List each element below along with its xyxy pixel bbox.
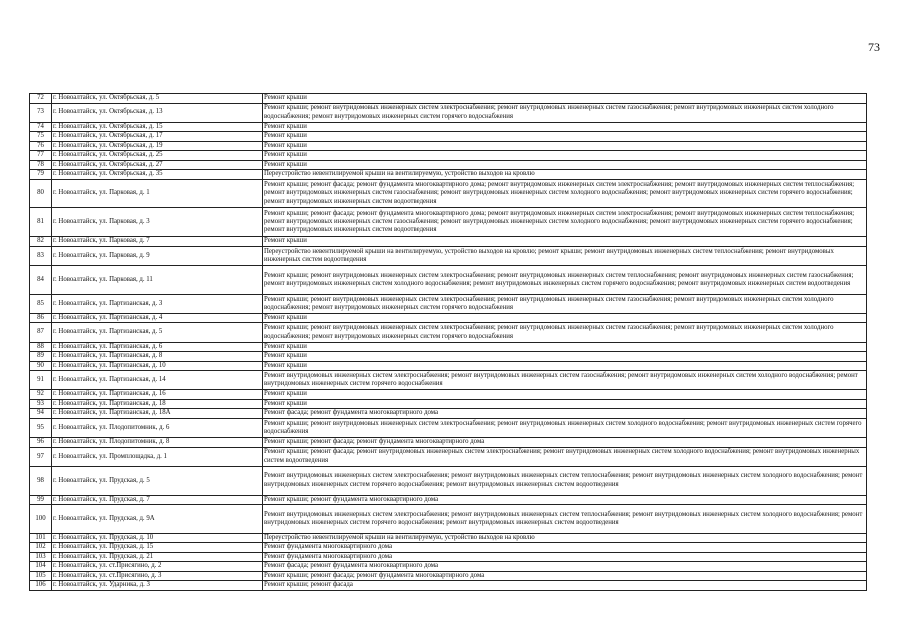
row-number: 82 [30,237,52,247]
row-number: 75 [30,132,52,142]
row-works: Ремонт фундамента многоквартирного дома [263,552,867,562]
row-number: 98 [30,466,52,495]
row-address: г. Новоалтайск, ул. Октябрьская, д. 25 [52,151,263,161]
row-number: 84 [30,265,52,294]
table-row [30,409,867,419]
row-number: 100 [30,505,52,534]
row-number: 73 [30,103,52,122]
table-row [30,141,867,151]
row-number: 94 [30,409,52,419]
row-address: г. Новоалтайск, ул. Прудская, д. 15 [52,543,263,553]
table-row [30,418,867,437]
row-works: Ремонт крыши [263,237,867,247]
row-address: г. Новоалтайск, ул. ст.Присягино, д. 3 [52,571,263,581]
table-row [30,438,867,448]
row-address: г. Новоалтайск, ул. Октябрьская, д. 27 [52,160,263,170]
row-address: г. Новоалтайск, ул. Плодопитомник, д. 6 [52,418,263,437]
row-works: Ремонт крыши; ремонт внутридомовых инженерных систем электроснабжения; ремонт внутридомовых инженерных систем теплоснабжения; ремонт внутридомовых инженерных систем газоснабжения; ремонт внутридомовых инженерных систем холодного водоснабжения; ремонт внутридомовых инженерных систем горячего водоснабжения; ремонт внутридомовых инженерных систем водоотведения [263,265,867,294]
row-works: Ремонт фундамента многоквартирного дома [263,543,867,553]
row-number: 86 [30,313,52,323]
row-works: Переустройство невентилируемой крыши на вентилируемую, устройство выходов на кровлю [263,533,867,543]
row-number: 104 [30,562,52,572]
row-number: 91 [30,371,52,390]
row-number: 76 [30,141,52,151]
row-number: 77 [30,151,52,161]
row-address: г. Новоалтайск, ул. Прудская, д. 9А [52,505,263,534]
table-row [30,103,867,122]
row-address: г. Новоалтайск, ул. Октябрьская, д. 17 [52,132,263,142]
table-row [30,342,867,352]
row-number: 88 [30,342,52,352]
table-body [30,94,867,591]
table-row [30,447,867,466]
row-number: 99 [30,495,52,505]
table-row [30,571,867,581]
row-number: 103 [30,552,52,562]
table-row [30,294,867,313]
row-works: Ремонт крыши; ремонт фасада; ремонт внутридомовых инженерных систем электроснабжения; ремонт внутридомовых инженерных систем холодного водоснабжения; ремонт внутридомовых инженерных систем водоотведения [263,447,867,466]
table-row [30,352,867,362]
row-works: Ремонт крыши; ремонт внутридомовых инженерных систем электроснабжения; ремонт внутридомовых инженерных систем холодного водоснабжения; ремонт внутридомовых инженерных систем горячего водоснабжения [263,418,867,437]
row-works: Ремонт крыши [263,141,867,151]
table-row [30,132,867,142]
table-row [30,265,867,294]
row-address: г. Новоалтайск, ул. Парковая, д. 7 [52,237,263,247]
row-works: Ремонт крыши; ремонт фасада; ремонт фундамента многоквартирного дома [263,438,867,448]
row-address: г. Новоалтайск, ул. Прудская, д. 5 [52,466,263,495]
row-number: 79 [30,170,52,180]
row-number: 97 [30,447,52,466]
row-works: Ремонт крыши; ремонт фундамента многоквартирного дома [263,495,867,505]
row-works: Переустройство невентилируемой крыши на вентилируемую, устройство выходов на кровлю [263,170,867,180]
table-row [30,466,867,495]
row-number: 95 [30,418,52,437]
row-works: Ремонт крыши; ремонт фасада; ремонт фундамента многоквартирного дома; ремонт внутридомовых инженерных систем электроснабжения; ремонт внутридомовых инженерных систем теплоснабжения; ремонт внутридомовых инженерных систем газоснабжения; ремонт внутридомовых инженерных систем холодного водоснабжения; ремонт внутридомовых инженерных систем горячего водоснабжения; ремонт внутридомовых инженерных систем водоотведения [263,208,867,237]
row-number: 83 [30,246,52,265]
table-row [30,179,867,208]
table-row [30,94,867,104]
table-row [30,543,867,553]
row-works: Ремонт крыши; ремонт фасада [263,581,867,591]
row-number: 78 [30,160,52,170]
row-address: г. Новоалтайск, ул. Парковая, д. 3 [52,208,263,237]
table-row [30,495,867,505]
row-number: 92 [30,390,52,400]
row-address: г. Новоалтайск, ул. Партизанская, д. 8 [52,352,263,362]
table-row [30,533,867,543]
table-row [30,151,867,161]
row-address: г. Новоалтайск, ул. Партизанская, д. 14 [52,371,263,390]
row-works: Ремонт крыши; ремонт фасада; ремонт фундамента многоквартирного дома; ремонт внутридомовых инженерных систем электроснабжения; ремонт внутридомовых инженерных систем теплоснабжения; ремонт внутридомовых инженерных систем газоснабжения; ремонт внутридомовых инженерных систем холодного водоснабжения; ремонт внутридомовых инженерных систем горячего водоснабжения; ремонт внутридомовых инженерных систем водоотведения [263,179,867,208]
row-works: Ремонт крыши [263,94,867,104]
row-works: Ремонт внутридомовых инженерных систем электроснабжения; ремонт внутридомовых инженерных систем газоснабжения; ремонт внутридомовых инженерных систем холодного водоснабжения; ремонт внутридомовых инженерных систем горячего водоснабжения [263,371,867,390]
table-row [30,237,867,247]
row-number: 80 [30,179,52,208]
table-row [30,390,867,400]
row-number: 74 [30,122,52,132]
row-address: г. Новоалтайск, ул. Прудская, д. 21 [52,552,263,562]
row-works: Ремонт крыши [263,361,867,371]
row-works: Ремонт крыши [263,132,867,142]
row-number: 96 [30,438,52,448]
row-number: 105 [30,571,52,581]
row-works: Ремонт крыши [263,160,867,170]
row-works: Ремонт крыши [263,313,867,323]
row-works: Ремонт крыши [263,151,867,161]
row-address: г. Новоалтайск, ул. Октябрьская, д. 13 [52,103,263,122]
row-address: г. Новоалтайск, ул. Партизанская, д. 6 [52,342,263,352]
row-number: 85 [30,294,52,313]
row-address: г. Новоалтайск, ул. Партизанская, д. 5 [52,323,263,342]
row-number: 90 [30,361,52,371]
row-address: г. Новоалтайск, ул. Плодопитомник, д. 8 [52,438,263,448]
table-row [30,505,867,534]
row-address: г. Новоалтайск, ул. Промплощадка, д. 1 [52,447,263,466]
row-address: г. Новоалтайск, ул. Парковая, д. 9 [52,246,263,265]
row-works: Ремонт крыши [263,342,867,352]
table-row [30,581,867,591]
row-address: г. Новоалтайск, ул. Парковая, д. 1 [52,179,263,208]
row-address: г. Новоалтайск, ул. Партизанская, д. 4 [52,313,263,323]
row-number: 81 [30,208,52,237]
table-row [30,552,867,562]
row-works: Ремонт крыши; ремонт внутридомовых инженерных систем электроснабжения; ремонт внутридомовых инженерных систем газоснабжения; ремонт внутридомовых инженерных систем холодного водоснабжения; ремонт внутридомовых инженерных систем горячего водоснабжения [263,294,867,313]
row-address: г. Новоалтайск, ул. Октябрьская, д. 15 [52,122,263,132]
row-address: г. Новоалтайск, ул. Парковая, д. 11 [52,265,263,294]
row-number: 101 [30,533,52,543]
row-address: г. Новоалтайск, ул. Партизанская, д. 10 [52,361,263,371]
row-address: г. Новоалтайск, ул. ст.Присягино, д. 2 [52,562,263,572]
row-works: Ремонт внутридомовых инженерных систем электроснабжения; ремонт внутридомовых инженерных систем теплоснабжения; ремонт внутридомовых инженерных систем холодного водоснабжения; ремонт внутридомовых инженерных систем горячего водоснабжения; ремонт внутридомовых инженерных систем водоотведения [263,505,867,534]
row-address: г. Новоалтайск, ул. Октябрьская, д. 35 [52,170,263,180]
row-works: Переустройство невентилируемой крыши на вентилируемую, устройство выходов на кровлю; ремонт крыши; ремонт внутридомовых инженерных систем теплоснабжения; ремонт внутридомовых инженерных систем водоотведения [263,246,867,265]
table-row [30,399,867,409]
table-row [30,160,867,170]
row-works: Ремонт фасада; ремонт фундамента многоквартирного дома [263,409,867,419]
row-address: г. Новоалтайск, ул. Прудская, д. 10 [52,533,263,543]
table-row [30,122,867,132]
row-address: г. Новоалтайск, ул. Партизанская, д. 18А [52,409,263,419]
row-works: Ремонт фасада; ремонт фундамента многоквартирного дома [263,562,867,572]
table-row [30,562,867,572]
table-row [30,208,867,237]
row-works: Ремонт крыши; ремонт внутридомовых инженерных систем электроснабжения; ремонт внутридомовых инженерных систем газоснабжения; ремонт внутридомовых инженерных систем холодного водоснабжения; ремонт внутридомовых инженерных систем горячего водоснабжения [263,323,867,342]
row-works: Ремонт крыши; ремонт фасада; ремонт фундамента многоквартирного дома [263,571,867,581]
row-number: 87 [30,323,52,342]
row-works: Ремонт крыши [263,122,867,132]
row-address: г. Новоалтайск, ул. Прудская, д. 7 [52,495,263,505]
table-row [30,313,867,323]
page-number: 73 [868,40,880,54]
table-row [30,361,867,371]
row-number: 89 [30,352,52,362]
row-address: г. Новоалтайск, ул. Партизанская, д. 18 [52,399,263,409]
row-number: 72 [30,94,52,104]
table-row [30,246,867,265]
row-works: Ремонт внутридомовых инженерных систем электроснабжения; ремонт внутридомовых инженерных систем теплоснабжения; ремонт внутридомовых инженерных систем холодного водоснабжения; ремонт внутридомовых инженерных систем горячего водоснабжения; ремонт внутридомовых инженерных систем водоотведения [263,466,867,495]
row-works: Ремонт крыши [263,399,867,409]
housing-repair-table [29,93,867,591]
table-row [30,323,867,342]
row-address: г. Новоалтайск, ул. Ударника, д. 3 [52,581,263,591]
row-address: г. Новоалтайск, ул. Партизанская, д. 3 [52,294,263,313]
row-address: г. Новоалтайск, ул. Октябрьская, д. 19 [52,141,263,151]
row-number: 106 [30,581,52,591]
table-row [30,371,867,390]
row-address: г. Новоалтайск, ул. Партизанская, д. 16 [52,390,263,400]
row-works: Ремонт крыши [263,352,867,362]
row-works: Ремонт крыши; ремонт внутридомовых инженерных систем электроснабжения; ремонт внутридомовых инженерных систем газоснабжения; ремонт внутридомовых инженерных систем холодного водоснабжения; ремонт внутридомовых инженерных систем горячего водоснабжения [263,103,867,122]
table-row [30,170,867,180]
row-number: 93 [30,399,52,409]
row-address: г. Новоалтайск, ул. Октябрьская, д. 5 [52,94,263,104]
row-number: 102 [30,543,52,553]
row-works: Ремонт крыши [263,390,867,400]
